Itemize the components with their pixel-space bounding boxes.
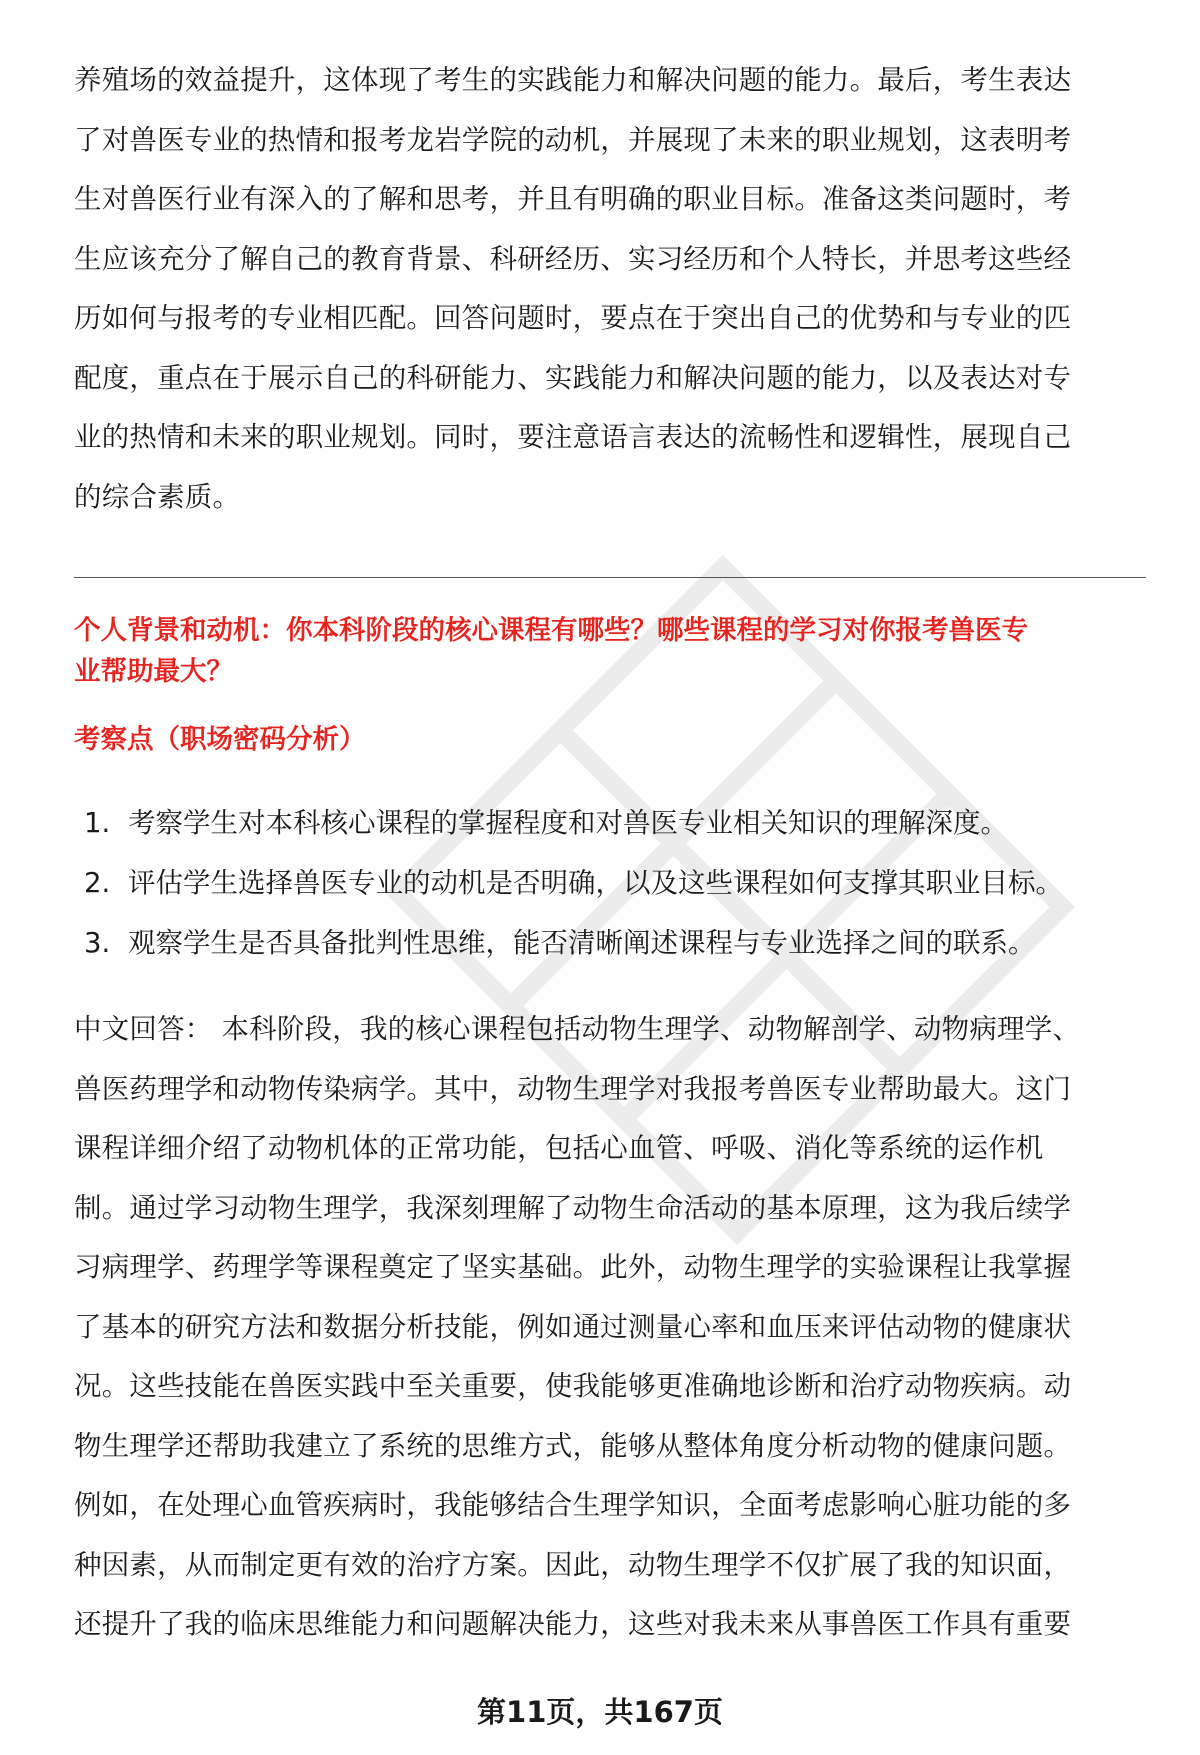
paragraph-line: 的综合素质。 [74, 480, 241, 513]
paragraph-line: 了对兽医专业的热情和报考龙岩学院的动机，并展现了未来的职业规划，这表明考 [74, 123, 1072, 156]
question-heading [74, 610, 1146, 692]
paragraph-line: 了基本的研究方法和数据分析技能，例如通过测量心率和血压来评估动物的健康状 [74, 1310, 1072, 1343]
paragraph-line: 况。这些技能在兽医实践中至关重要，使我能够更准确地诊断和治疗动物疾病。动 [74, 1370, 1072, 1402]
paragraph-line: 业的热情和未来的职业规划。同时，要注意语言表达的流畅性和逻辑性，展现自己 [74, 421, 1072, 453]
paragraph-line: 生对兽医行业有深入的了解和思考，并且有明确的职业目标。准备这类问题时，考 [74, 183, 1072, 215]
paragraph-line: 习病理学、药理学等课程奠定了坚实基础。此外，动物生理学的实验课程让我掌握 [74, 1251, 1072, 1283]
list-item [74, 793, 1146, 853]
paragraph-line: 生应该充分了解自己的教育背景、科研经历、实习经历和个人特长，并思考这些经 [74, 242, 1072, 275]
paragraph-line: 种因素，从而制定更有效的治疗方案。因此，动物生理学不仅扩展了我的知识面， [74, 1548, 1072, 1581]
paragraph-line: 兽医药理学和动物传染病学。其中，动物生理学对我报考兽医专业帮助最大。这门 [74, 1072, 1072, 1105]
analysis-label: 考察点（职场密码分析） [74, 724, 366, 755]
list-item-number: 3. [84, 927, 111, 959]
question-line: 个人背景和动机：你本科阶段的核心课程有哪些？哪些课程的学习对你报考兽医专 [74, 615, 1028, 646]
paragraph-line: 中文回答： 本科阶段，我的核心课程包括动物生理学、动物解剖学、动物病理学、 [74, 1013, 1081, 1045]
page-number: 第11页，共167页 [477, 1695, 723, 1729]
list-item-text: 评估学生选择兽医专业的动机是否明确，以及这些课程如何支撑其职业目标。 [128, 867, 1063, 899]
section-divider [74, 577, 1146, 578]
list-item-text: 考察学生对本科核心课程的掌握程度和对兽医专业相关知识的理解深度。 [128, 807, 1008, 839]
list-item-text: 观察学生是否具备批判性思维，能否清晰阐述课程与专业选择之间的联系。 [128, 927, 1036, 959]
paragraph-line: 历如何与报考的专业相匹配。回答问题时，要点在于突出自己的优势和与专业的匹 [74, 302, 1072, 334]
paragraph-line: 制。通过学习动物生理学，我深刻理解了动物生命活动的基本原理，这为我后续学 [74, 1191, 1072, 1224]
analysis-points-list [74, 793, 1146, 973]
list-item [74, 913, 1146, 973]
paragraph-line: 例如，在处理心血管疾病时，我能够结合生理学知识，全面考虑影响心脏功能的多 [74, 1489, 1072, 1521]
paragraph-line: 还提升了我的临床思维能力和问题解决能力，这些对我未来从事兽医工作具有重要 [74, 1608, 1072, 1640]
paragraph-line: 物生理学还帮助我建立了系统的思维方式，能够从整体角度分析动物的健康问题。 [74, 1429, 1072, 1462]
answer-paragraph [74, 1000, 1146, 1655]
list-item-number: 1. [84, 807, 111, 839]
list-item-number: 2. [84, 867, 111, 899]
paragraph-line: 配度，重点在于展示自己的科研能力、实践能力和解决问题的能力，以及表达对专 [74, 361, 1072, 394]
paragraph-line: 养殖场的效益提升，这体现了考生的实践能力和解决问题的能力。最后，考生表达 [74, 64, 1072, 96]
question-line: 业帮助最大？ [74, 656, 233, 687]
paragraph-line: 课程详细介绍了动物机体的正常功能，包括心血管、呼吸、消化等系统的运作机 [74, 1132, 1044, 1164]
intro-paragraph [74, 51, 1146, 527]
list-item [74, 853, 1146, 913]
